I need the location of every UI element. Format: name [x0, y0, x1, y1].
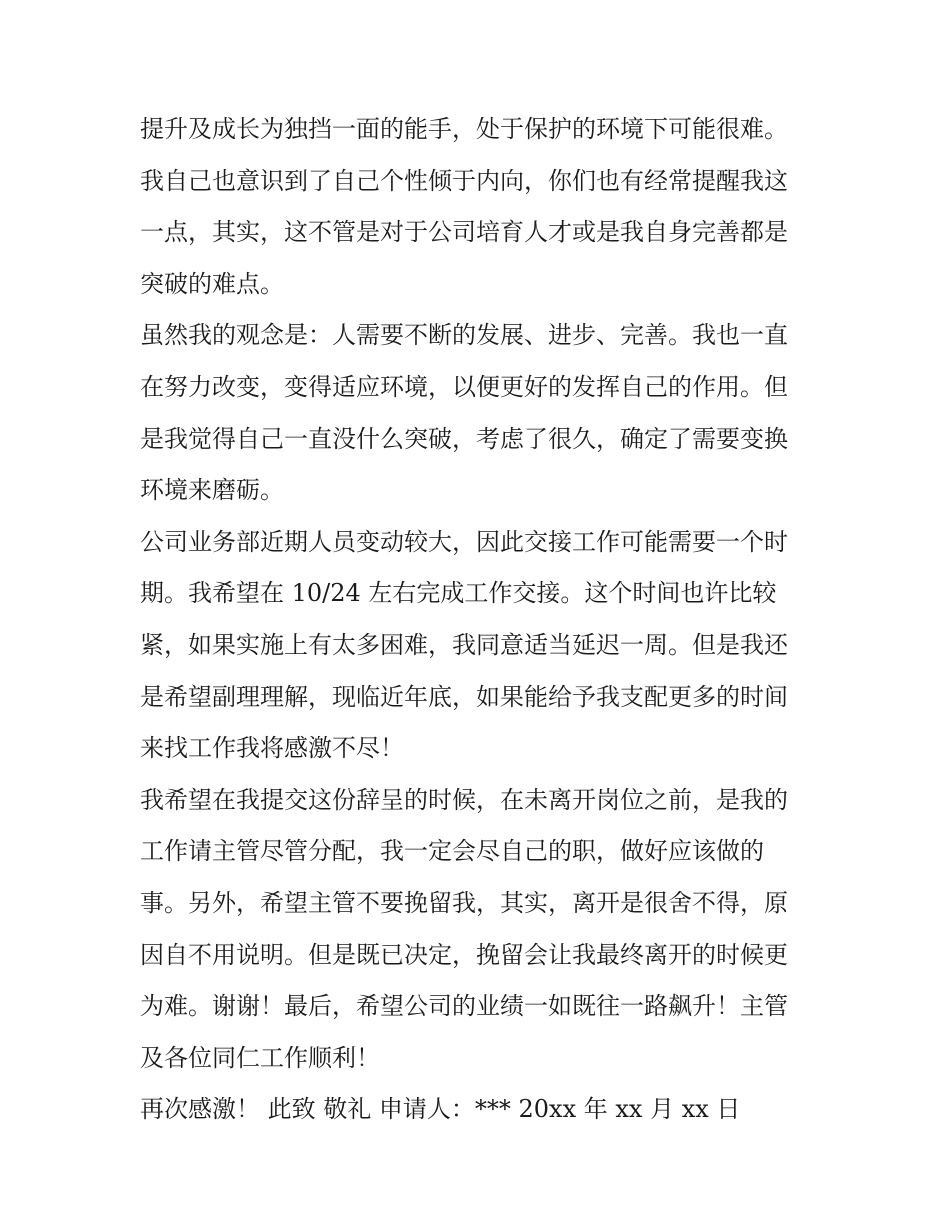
- text-line: 提升及成长为独挡一面的能手，处于保护的环境下可能很难。: [140, 115, 788, 143]
- text-line: 紧，如果实施上有太多困难，我同意适当延迟一周。但是我还: [140, 630, 788, 659]
- text-line: 环境来磨砺。: [140, 476, 284, 505]
- text-line: 是我觉得自己一直没什么突破，考虑了很久，确定了需要变换: [140, 424, 788, 453]
- text-line: 我自己也意识到了自己个性倾于内向，你们也有经常提醒我这: [140, 166, 788, 195]
- text-line: 虽然我的观念是：人需要不断的发展、进步、完善。我也一直: [140, 321, 788, 350]
- text-line: 在努力改变，变得适应环境，以便更好的发挥自己的作用。但: [140, 372, 788, 401]
- text-line: 我希望在我提交这份辞呈的时候，在未离开岗位之前，是我的: [140, 785, 788, 814]
- text-line: 来找工作我将感激不尽！: [140, 734, 404, 763]
- text-line: 为难。谢谢！最后，希望公司的业绩一如既往一路飙升！主管: [140, 992, 788, 1021]
- text-line: 一点，其实，这不管是对于公司培育人才或是我自身完善都是: [140, 218, 788, 247]
- text-line: 事。另外，希望主管不要挽留我，其实，离开是很舍不得，原: [140, 888, 788, 917]
- text-line: 因自不用说明。但是既已决定，挽留会让我最终离开的时候更: [140, 940, 788, 969]
- text-line: 突破的难点。: [140, 269, 284, 298]
- text-line: 工作请主管尽管分配，我一定会尽自己的职，做好应该做的: [140, 837, 764, 866]
- text-line: 期。我希望在 10/24 左右完成工作交接。这个时间也许比较: [140, 579, 777, 608]
- letter-body: [140, 104, 820, 1136]
- signature-line: 再次感激！ 此致 敬礼 申请人：*** 20xx 年 xx 月 xx 日: [140, 1095, 741, 1124]
- text-line: 公司业务部近期人员变动较大，因此交接工作可能需要一个时: [140, 527, 788, 556]
- text-line: 及各位同仁工作顺利！: [140, 1043, 380, 1072]
- text-line: 是希望副理理解，现临近年底，如果能给予我支配更多的时间: [140, 682, 788, 711]
